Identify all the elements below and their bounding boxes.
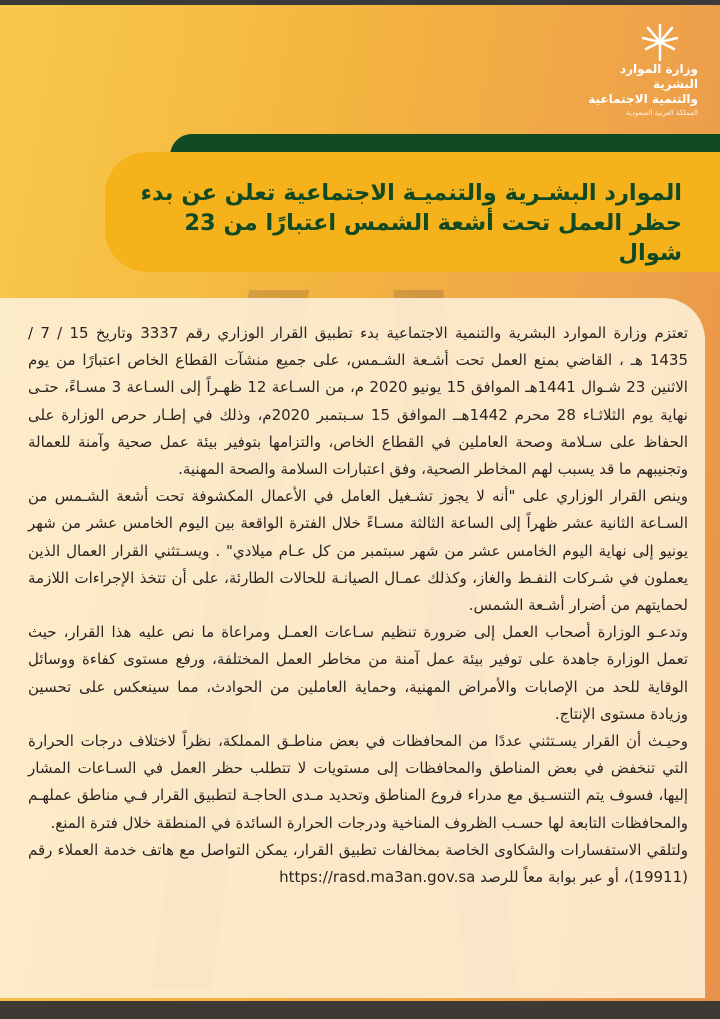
paragraph-contact <box>28 837 688 891</box>
title-banner <box>105 152 720 272</box>
paragraph: وتدعـو الوزارة أصحاب العمل إلى ضرورة تنظيم سـاعات العمـل ومراعاة ما نص عليه هذا القرار، حيث تعمل الوزارة جاهدة على توفير بيئة عمل آمنة من مخاطر العمل المختلفة، ورفع مستوى كفاءة ووسائل الوقاية للحد من الإصابات والأمراض المهنية، وحماية العاملين من الحوادث، مما سينعكس على تحسين وزيادة مستوى الإنتاج. <box>28 623 688 723</box>
page-title: الموارد البشـرية والتنميـة الاجتماعية تعلن عن بدء حظر العمل تحت أشعة الشمس اعتبارًا من 23 شوال <box>140 180 682 266</box>
logo-line-kingdom: المملكة العربية السعودية <box>626 109 698 117</box>
paragraph: وينص القرار الوزاري على "أنه لا يجوز تشـغيل العامل في الأعمال المكشوفة تحت أشعة الشـمس من السـاعة الثانية عشر ظهراً إلى الساعة الثالثة مسـاءً خلال الفترة الواقعة بين اليوم الخامس عشر من شهر يونيو إلى نهاية اليوم الخامس عشر من شهر سبتمبر من كل عـام ميلادي" . ويسـتثني القرار العمال الذين يعملون في شـركات النفـط والغاز، وكذلك عمـال الصيانـة للحالات الطارئة، على أن تتخذ الإجراءات اللازمة لحمايتهم من أضرار أشـعة الشمس. <box>28 487 688 615</box>
article-body <box>28 320 688 891</box>
paragraph: وحيـث أن القرار يسـتثني عددًا من المحافظات في بعض مناطـق المملكة، نظراً لاختلاف درجات الحرارة التي تنخفض في بعض المناطق والمحافظات إلى مستويات لا تتطلب حظر العمل في السـاعات المشار إليها، فسوف يتم التنسـيق مع مدراء فروع المناطق وتحديد مـدى الحاجـة لتطبيق القرار فـي مناطق عملهـم والمحافظات التابعة لها حسـب الظروف المناخية ودرجات الحرارة السائدة في المنطقة خلال فترة المنع. <box>28 732 688 832</box>
bottom-strip <box>0 1001 720 1019</box>
ministry-logo <box>578 22 698 117</box>
logo-line-social: والتنمية الاجتماعية <box>588 92 698 106</box>
top-strip <box>0 0 720 5</box>
rasd-url-link[interactable]: https://rasd.ma3an.gov.sa <box>279 868 476 887</box>
contact-text: ولتلقي الاستفسارات والشكاوى الخاصة بمخالفات تطبيق القرار، يمكن التواصل مع هاتف خدمة العملاء رقم (19911)، أو عبر بوابة معاً للرصد <box>28 840 688 887</box>
palm-tree-icon <box>640 22 680 62</box>
paragraph: تعتزم وزارة الموارد البشرية والتنمية الاجتماعية بدء تطبيق القرار الوزاري رقم 3337 وتاريخ 15 / 7 / 1435 هـ ، القاضي بمنع العمل تحت أشـعة الشـمس، على جميع منشآت القطاع الخاص اعتبارًا من يوم الاثنين 23 شـوال 1441هـ الموافق 15 يونيو 2020 م، من السـاعة 12 ظهـراً إلى السـاعة 3 مسـاءً، حتـى نهاية يوم الثلاثـاء 28 محرم 1442هــ الموافق 15 سـبتمبر 2020م، وذلك في إطـار حرص الوزارة على الحفاظ على سـلامة وصحة العاملين في القطاع الخاص، والتزامها بتوفير بيئة عمل صحية وآمنة للعمالة وتجنيبهم ما قد يسبب لهم المخاطر الصحية، وفق اعتبارات السلامة والصحة المهنية. <box>28 324 688 479</box>
logo-line-ministry: وزارة الموارد البشرية <box>619 62 698 91</box>
